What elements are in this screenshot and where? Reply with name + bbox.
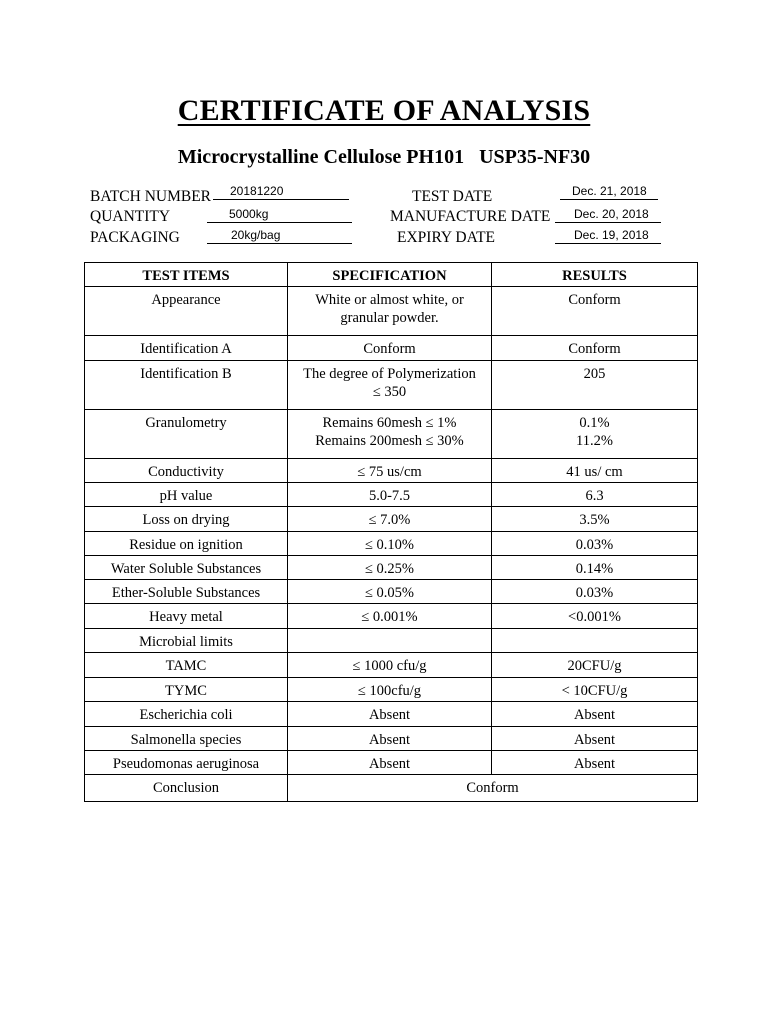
cell-specification: ≤ 1000 cfu/g [288,653,492,678]
batch-number-label: BATCH NUMBER [90,188,212,205]
table-row [85,361,698,410]
header-results: RESULTS [492,263,698,287]
header-specification: SPECIFICATION [288,263,492,287]
cell-specification: 5.0-7.5 [288,483,492,507]
cell-test-item: Escherichia coli [85,702,288,727]
cell-specification: ≤ 0.001% [288,604,492,629]
cell-test-item: Residue on ignition [85,532,288,556]
cell-test-item: pH value [85,483,288,507]
manufacture-date-value [555,208,661,223]
cell-test-item: Appearance [85,287,288,336]
cell-result: 6.3 [492,483,698,507]
batch-number-value [213,185,349,200]
quantity-label: QUANTITY [90,208,171,225]
cell-specification: Absent [288,751,492,775]
cell-result: 205 [492,361,698,410]
cell-test-item: Salmonella species [85,727,288,751]
table-row [85,678,698,702]
cell-specification: White or almost white, or granular powder. [288,287,492,336]
quantity-text: 5000kg [229,207,269,221]
cell-specification: Absent [288,727,492,751]
packaging-label: PACKAGING [90,229,180,246]
cell-result: 3.5% [492,507,698,532]
cell-result: Absent [492,751,698,775]
cell-specification: The degree of Polymerization ≤ 350 [288,361,492,410]
packaging-value [207,229,352,244]
table-row [85,459,698,483]
cell-test-item: Water Soluble Substances [85,556,288,580]
table-row [85,556,698,580]
table-row [85,410,698,459]
conclusion-value: Conform [288,775,698,802]
table-header-row [85,263,698,287]
cell-specification: Conform [288,336,492,361]
cell-result: 0.1% 11.2% [492,410,698,459]
expiry-date-value [555,229,661,244]
cell-specification: ≤ 100cfu/g [288,678,492,702]
test-date-label: TEST DATE [412,188,493,205]
header-test-items: TEST ITEMS [85,263,288,287]
cell-result: <0.001% [492,604,698,629]
cell-test-item: Identification B [85,361,288,410]
document-title: CERTIFICATE OF ANALYSIS [177,94,591,127]
cell-test-item: Identification A [85,336,288,361]
cell-result: 41 us/ cm [492,459,698,483]
cell-specification: ≤ 7.0% [288,507,492,532]
test-date-text: Dec. 21, 2018 [572,184,647,198]
table-row [85,604,698,629]
cell-specification: Absent [288,702,492,727]
cell-test-item: Ether-Soluble Substances [85,580,288,604]
table-row [85,580,698,604]
batch-number-text: 20181220 [230,184,284,198]
conclusion-label: Conclusion [85,775,288,802]
cell-result: 20CFU/g [492,653,698,678]
cell-result [492,629,698,653]
table-row [85,629,698,653]
expiry-date-label: EXPIRY DATE [397,229,496,246]
cell-specification: ≤ 0.10% [288,532,492,556]
cell-specification: ≤ 75 us/cm [288,459,492,483]
cell-result: < 10CFU/g [492,678,698,702]
table-row [85,653,698,678]
table-row [85,483,698,507]
cell-test-item: Granulometry [85,410,288,459]
table-row [85,727,698,751]
product-subtitle: Microcrystalline Cellulose PH101 USP35-NF30 [177,146,591,168]
cell-result: 0.03% [492,580,698,604]
table-row [85,702,698,727]
table-row [85,507,698,532]
manufacture-date-text: Dec. 20, 2018 [574,207,649,221]
cell-result: Conform [492,336,698,361]
cell-test-item: Pseudomonas aeruginosa [85,751,288,775]
cell-test-item: Conductivity [85,459,288,483]
cell-specification: ≤ 0.25% [288,556,492,580]
quantity-value [207,208,352,223]
cell-test-item: Microbial limits [85,629,288,653]
test-date-value [560,185,658,200]
cell-test-item: TYMC [85,678,288,702]
table-row [85,287,698,336]
cell-result: 0.14% [492,556,698,580]
cell-specification [288,629,492,653]
cell-specification: ≤ 0.05% [288,580,492,604]
manufacture-date-label: MANUFACTURE DATE [390,208,551,225]
cell-result: Absent [492,727,698,751]
table-row [85,532,698,556]
cell-test-item: TAMC [85,653,288,678]
packaging-text: 20kg/bag [231,228,281,242]
expiry-date-text: Dec. 19, 2018 [574,228,649,242]
table-row [85,336,698,361]
cell-result: Absent [492,702,698,727]
analysis-table [84,262,698,802]
cell-test-item: Loss on drying [85,507,288,532]
table-row [85,751,698,775]
cell-result: Conform [492,287,698,336]
cell-test-item: Heavy metal [85,604,288,629]
cell-specification: Remains 60mesh ≤ 1% Remains 200mesh ≤ 30% [288,410,492,459]
conclusion-row [85,775,698,802]
cell-result: 0.03% [492,532,698,556]
